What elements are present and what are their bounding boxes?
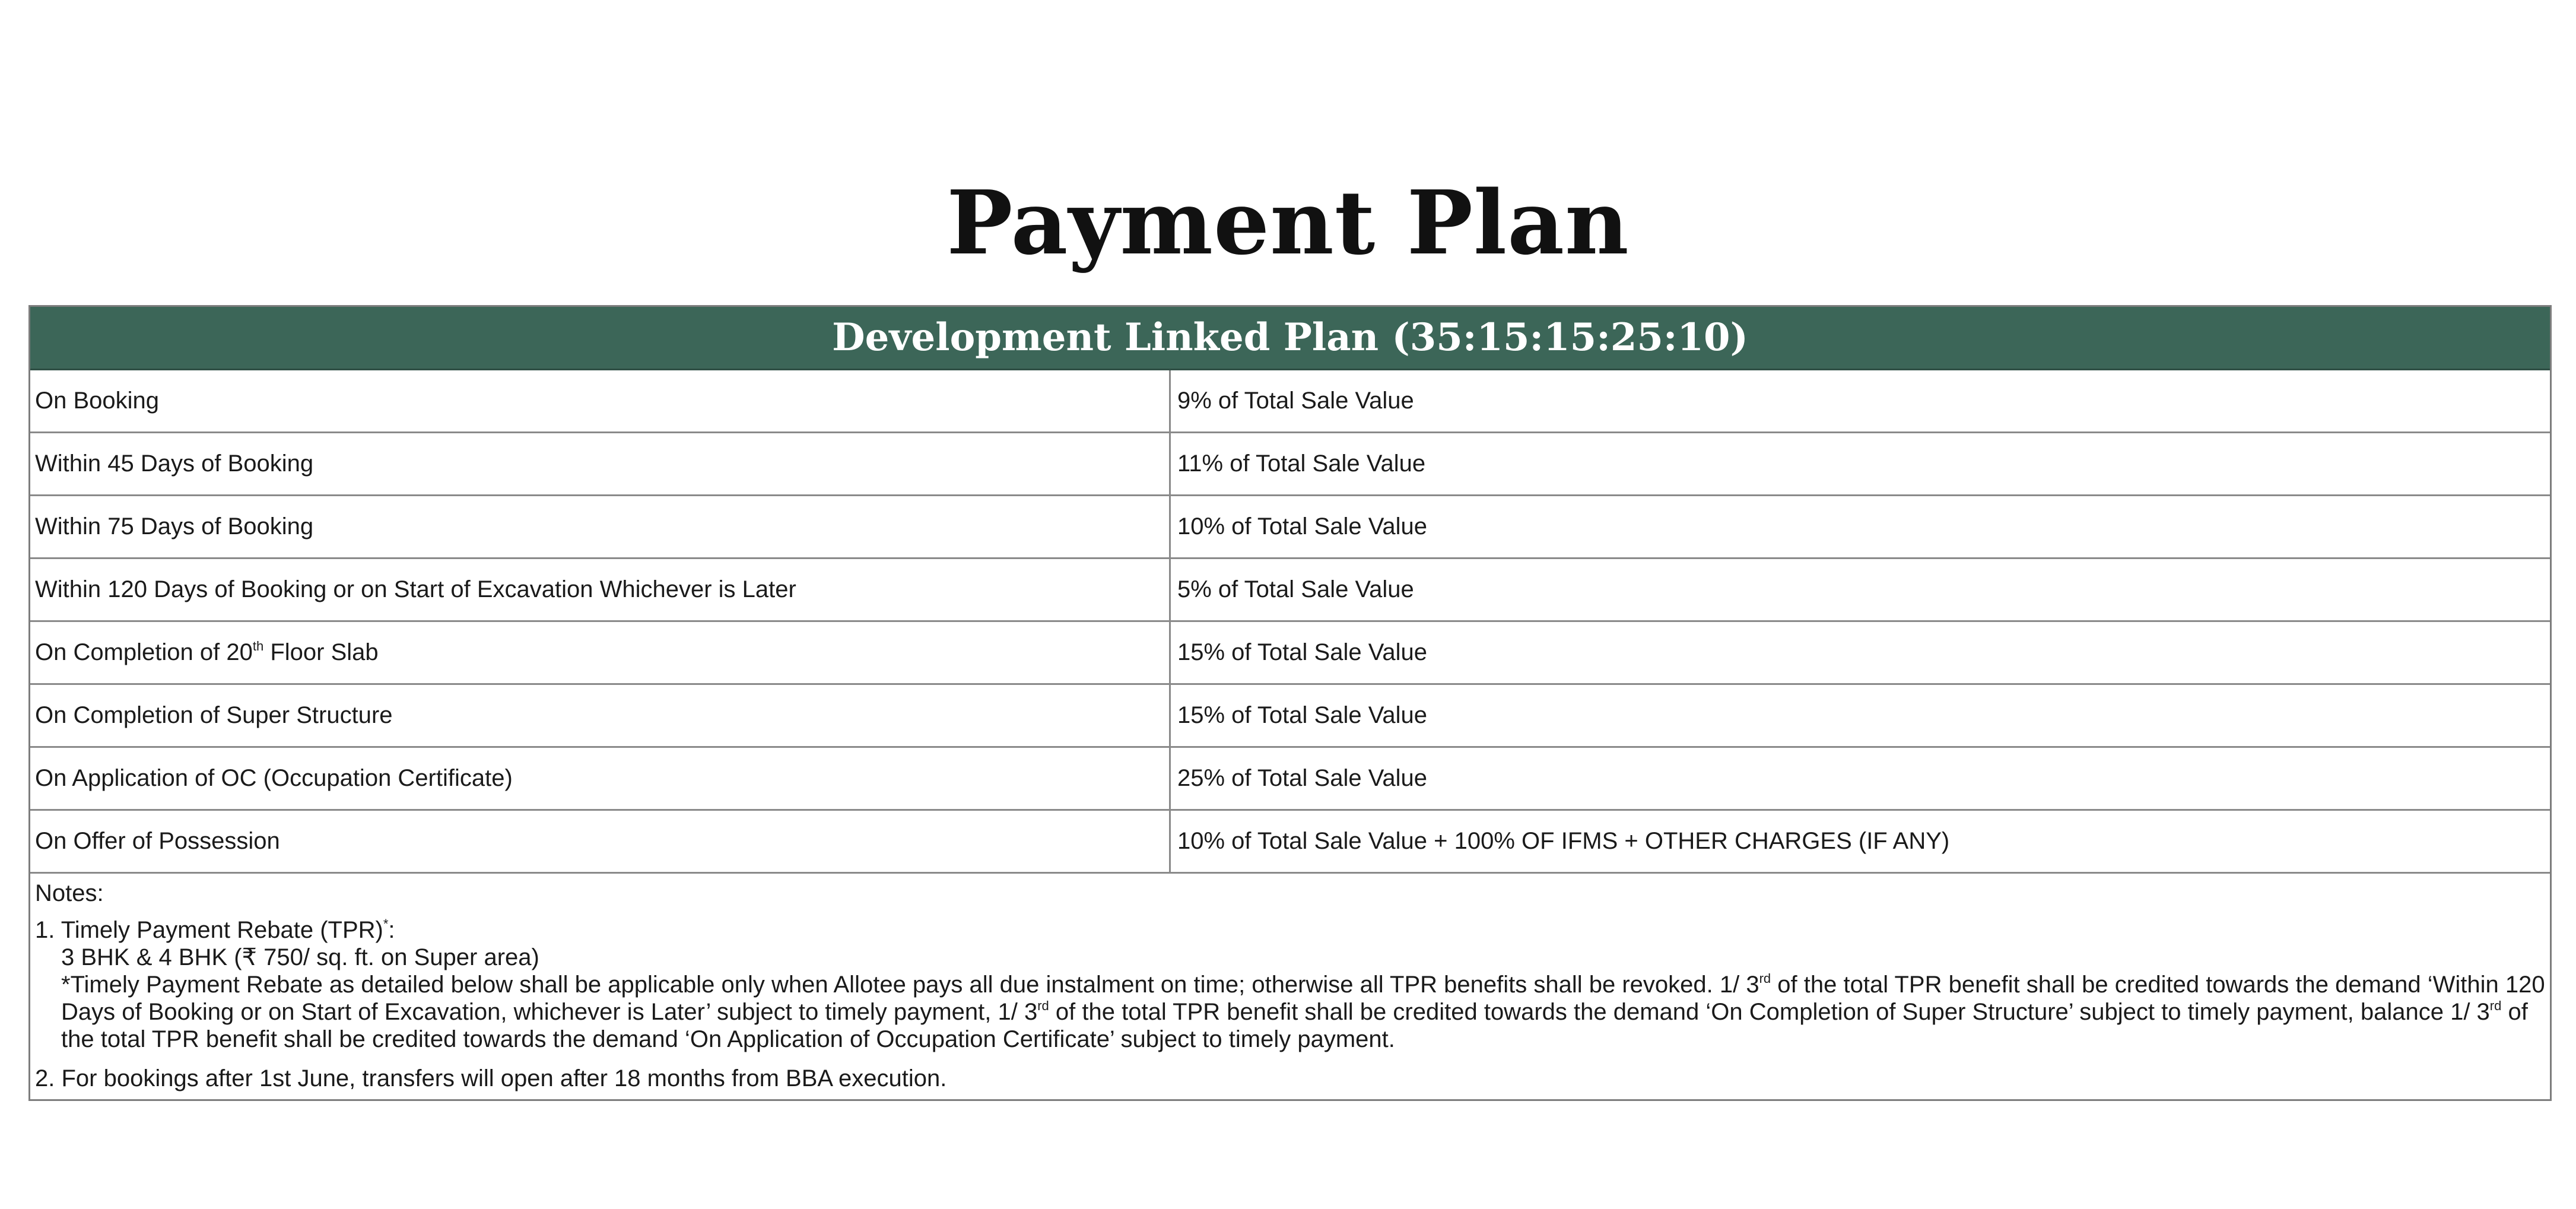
notes-section (30, 874, 2550, 1099)
table-row (30, 496, 2550, 559)
payment-plan-table (28, 305, 2552, 1101)
table-row (30, 622, 2550, 685)
stage-text: Floor Slab (263, 639, 379, 665)
note-text: of the total TPR benefit shall be credited towards the demand ‘On Completion of Super Structure’ subject to timely payment, balance 1/ 3 (1049, 999, 2490, 1025)
amount-cell: 5% of Total Sale Value (1177, 576, 1414, 602)
amount-cell: 25% of Total Sale Value (1177, 765, 1428, 791)
asterisk-mark: * (383, 916, 389, 931)
note-tpr-title: 1. Timely Payment Rebate (TPR) (35, 917, 383, 943)
stage-cell: On Application of OC (Occupation Certificate) (30, 748, 1171, 809)
stage-cell: Within 75 Days of Booking (30, 496, 1171, 557)
page-title: Payment Plan (946, 171, 1630, 274)
amount-cell: 10% of Total Sale Value + 100% OF IFMS + OTHER CHARGES (IF ANY) (1177, 828, 1950, 854)
ordinal-suffix: rd (1759, 971, 1771, 986)
stage-cell: On Booking (30, 370, 1171, 431)
notes-heading: Notes: (35, 880, 104, 906)
note-transfer: 2. For bookings after 1st June, transfers will open after 18 months from BBA execution. (35, 1065, 947, 1091)
note-tpr-detail (35, 971, 2545, 1053)
note-tpr-label (35, 916, 2545, 944)
table-row (30, 370, 2550, 433)
table-row (30, 685, 2550, 748)
amount-cell: 11% of Total Sale Value (1177, 450, 1426, 477)
stage-text: On Completion of 20 (35, 639, 253, 665)
stage-cell: Within 45 Days of Booking (30, 433, 1171, 494)
amount-cell: 15% of Total Sale Value (1177, 639, 1428, 665)
ordinal-suffix: th (252, 639, 264, 653)
table-row (30, 748, 2550, 811)
table-row (30, 559, 2550, 622)
plan-header: Development Linked Plan (35:15:15:25:10) (30, 307, 2550, 370)
ordinal-suffix: rd (1037, 998, 1049, 1013)
amount-cell: 10% of Total Sale Value (1177, 513, 1428, 540)
amount-cell: 15% of Total Sale Value (1177, 702, 1428, 728)
table-row (30, 811, 2550, 874)
stage-cell: On Completion of Super Structure (30, 685, 1171, 746)
note-text: of the total TPR benefit shall be credited towards the demand ‘Within 120 Days of Booking or on Start of Excavation, whichever is Later’ subject to timely payment, 1/ 3 (61, 972, 2545, 1025)
colon-mark: : (388, 917, 395, 943)
table-row (30, 433, 2550, 496)
stage-cell (30, 622, 1171, 683)
ordinal-suffix: rd (2489, 998, 2502, 1013)
stage-cell: On Offer of Possession (30, 811, 1171, 872)
note-text: of the total TPR benefit shall be credited towards the demand ‘On Application of Occupation Certificate’ subject to timely payment. (61, 999, 2528, 1052)
note-tpr-bhk: 3 BHK & 4 BHK (₹ 750/ sq. ft. on Super area) (61, 944, 539, 970)
note-text: *Timely Payment Rebate as detailed below shall be applicable only when Allotee pays all due instalment on time; otherwise all TPR benefits shall be revoked. 1/ 3 (61, 972, 1759, 998)
stage-cell: Within 120 Days of Booking or on Start of Excavation Whichever is Later (30, 559, 1171, 620)
amount-cell: 9% of Total Sale Value (1177, 388, 1414, 414)
